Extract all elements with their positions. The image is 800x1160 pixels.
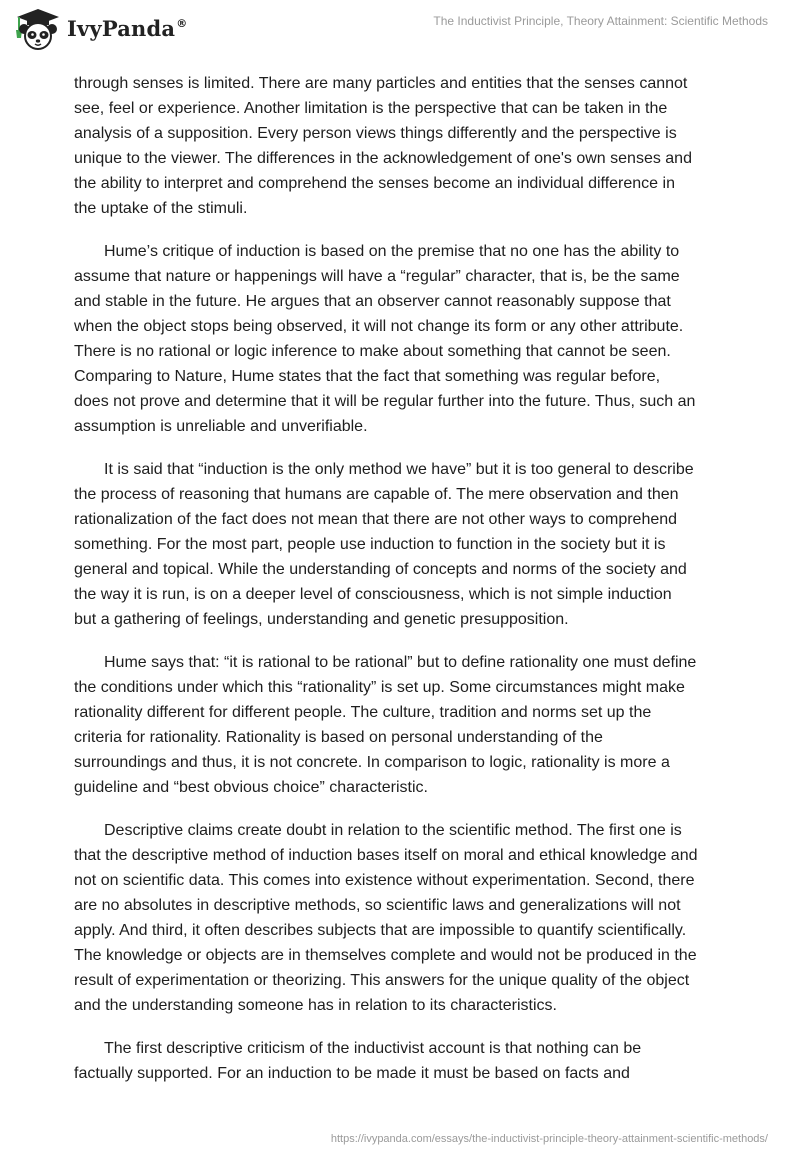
text-line: when the object stops being observed, it will not change its form or any other attribute. [74, 318, 684, 335]
paragraph [74, 818, 729, 1018]
text-line: rationality different for different people. The culture, tradition and norms set up the [74, 704, 652, 721]
text-line: the ability to interpret and comprehend the senses become an individual difference in [74, 175, 675, 192]
text-line: unique to the viewer. The differences in the acknowledgement of one's own senses and [74, 150, 692, 167]
text-line: There is no rational or logic inference to make about something that cannot be seen. [74, 343, 671, 360]
document-title: The Inductivist Principle, Theory Attainment: Scientific Methods [433, 14, 768, 28]
text-line: surroundings and thus, it is not concrete. In comparison to logic, rationality is more a [74, 754, 670, 771]
text-line: result of experimentation or theorizing. This answers for the unique quality of the object [74, 972, 690, 989]
text-line: and stable in the future. He argues that an observer cannot reasonably suppose that [74, 293, 671, 310]
paragraph [74, 457, 729, 632]
text-line: rationalization of the fact does not mean that there are not other ways to comprehend [74, 511, 678, 528]
text-line: does not prove and determine that it will be regular further into the future. Thus, such an [74, 393, 696, 410]
text-line: Descriptive claims create doubt in relation to the scientific method. The first one is [104, 822, 682, 839]
text-line: but a gathering of feelings, understanding and genetic presupposition. [74, 611, 569, 628]
text-line: the conditions under which this “rationality” is set up. Some circumstances might make [74, 679, 685, 696]
text-line: It is said that “induction is the only method we have” but it is too general to describe [104, 461, 694, 478]
text-line: the uptake of the stimuli. [74, 200, 248, 217]
ivypanda-logo[interactable] [14, 8, 187, 50]
logo-wordmark: IvyPanda® [67, 15, 188, 41]
text-line: the process of reasoning that humans are capable of. The mere observation and then [74, 486, 679, 503]
page-header [0, 0, 800, 60]
essay-body [74, 71, 729, 1104]
text-line: Comparing to Nature, Hume states that the fact that something was regular before, [74, 368, 661, 385]
source-url[interactable]: https://ivypanda.com/essays/the-inductivist-principle-theory-attainment-scientific-methods/ [330, 1133, 768, 1145]
text-line: Hume’s critique of induction is based on the premise that no one has the ability to [104, 243, 680, 260]
panda-graduate-icon [14, 8, 62, 50]
text-line: assumption is unreliable and unverifiable. [74, 418, 368, 435]
text-line: not on scientific data. This comes into existence without experimentation. Second, there [74, 872, 695, 889]
text-line: see, feel or experience. Another limitation is the perspective that can be taken in the [74, 100, 668, 117]
text-line: the way it is run, is on a deeper level of consciousness, which is not simple induction [74, 586, 672, 603]
text-line: The first descriptive criticism of the inductivist account is that nothing can be [104, 1040, 642, 1057]
text-line: are no absolutes in descriptive methods, so scientific laws and generalizations will not [74, 897, 681, 914]
text-line: Hume says that: “it is rational to be rational” but to define rationality one must define [104, 654, 697, 671]
paragraph [74, 239, 729, 439]
text-line: factually supported. For an induction to be made it must be based on facts and [74, 1065, 630, 1082]
paragraph [74, 650, 729, 800]
text-line: through senses is limited. There are many particles and entities that the senses cannot [74, 75, 688, 92]
text-line: criteria for rationality. Rationality is based on personal understanding of the [74, 729, 603, 746]
text-line: that the descriptive method of induction bases itself on moral and ethical knowledge and [74, 847, 698, 864]
paragraph [74, 1036, 729, 1086]
registered-mark: ® [176, 16, 188, 30]
text-line: assume that nature or happenings will have a “regular” character, that is, be the same [74, 268, 680, 285]
text-line: apply. And third, it often describes subjects that are impossible to quantify scientifically. [74, 922, 687, 939]
text-line: general and topical. While the understanding of concepts and norms of the society and [74, 561, 687, 578]
paragraph [74, 71, 729, 221]
text-line: something. For the most part, people use induction to function in the society but it is [74, 536, 666, 553]
text-line: The knowledge or objects are in themselves complete and would not be produced in the [74, 947, 697, 964]
text-line: analysis of a supposition. Every person views things differently and the perspective is [74, 125, 677, 142]
text-line: guideline and “best obvious choice” characteristic. [74, 779, 428, 796]
text-line: and the understanding someone has in relation to its characteristics. [74, 997, 557, 1014]
